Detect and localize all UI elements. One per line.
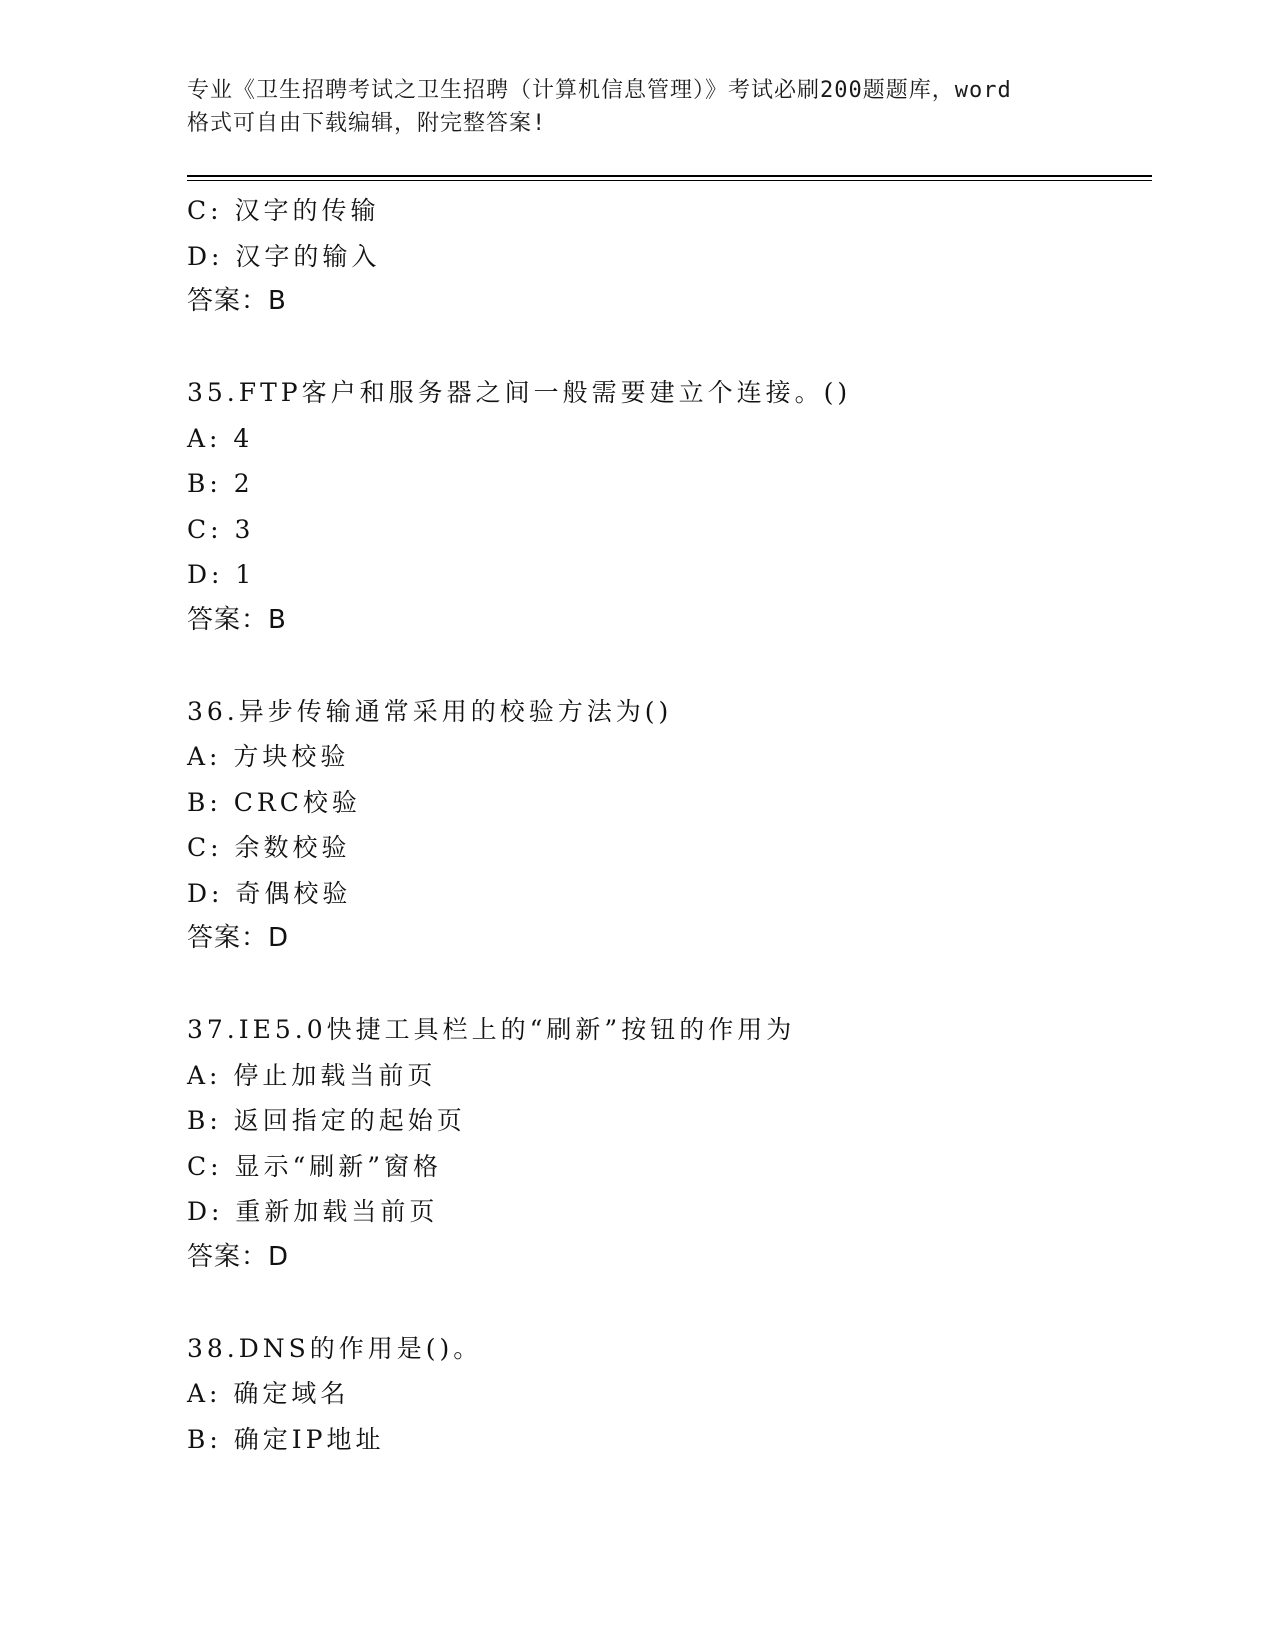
answer-line: 答案：D (187, 1241, 290, 1272)
document-header (187, 74, 1087, 140)
header-divider-thick (187, 175, 1152, 177)
option-a: A: 停止加载当前页 (187, 1060, 437, 1090)
spacer (187, 1280, 1147, 1326)
question-35: 35.FTP客户和服务器之间一般需要建立个连接。() (187, 378, 852, 407)
option-d: D: 1 (187, 560, 256, 589)
question-37: 37.IE5.0快捷工具栏上的“刷新”按钮的作用为 (187, 1015, 796, 1044)
option-c: C: 3 (187, 514, 255, 544)
header-divider-thin (187, 180, 1152, 181)
header-line-1: 专业《卫生招聘考试之卫生招聘（计算机信息管理）》考试必刷200题题库，word (187, 78, 1012, 103)
option-a: A: 4 (187, 423, 254, 453)
answer-line: 答案：B (187, 286, 287, 316)
option-b: B: 确定IP地址 (187, 1424, 385, 1454)
option-b: B: 返回指定的起始页 (187, 1106, 466, 1135)
option-d: D: 奇偶校验 (187, 878, 352, 908)
header-line-2: 格式可自由下载编辑，附完整答案! (187, 111, 547, 136)
question-36: 36.异步传输通常采用的校验方法为() (187, 696, 673, 726)
spacer (187, 325, 1147, 371)
question-38: 38.DNS的作用是()。 (187, 1333, 483, 1363)
option-c: C: 汉字的传输 (187, 196, 380, 225)
option-c: C: 显示“刷新”窗格 (187, 1151, 443, 1181)
spacer (187, 643, 1147, 689)
spacer (187, 962, 1147, 1008)
answer-line: 答案：D (187, 923, 290, 953)
option-b: B: 2 (187, 469, 254, 498)
option-d: D: 重新加载当前页 (187, 1197, 439, 1226)
option-b: B: CRC校验 (187, 787, 361, 817)
answer-line: 答案：B (187, 604, 287, 635)
option-a: A: 确定域名 (187, 1379, 350, 1408)
option-d: D: 汉字的输入 (187, 241, 381, 271)
option-a: A: 方块校验 (187, 742, 350, 771)
option-c: C: 余数校验 (187, 833, 351, 862)
question-list (187, 188, 1147, 1462)
